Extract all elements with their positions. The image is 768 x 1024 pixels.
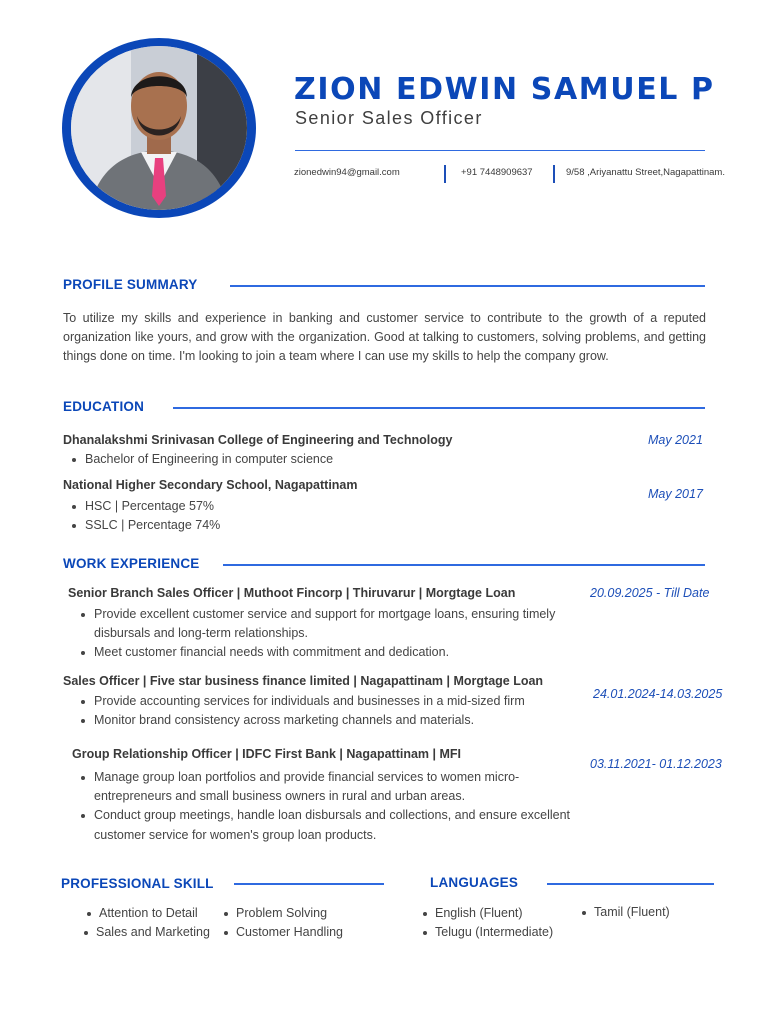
job-date: 20.09.2025 - Till Date — [590, 586, 710, 600]
languages-heading: LANGUAGES — [430, 875, 519, 890]
language-item: Telugu (Intermediate) — [435, 925, 554, 939]
profile-summary-text: To utilize my skills and experience in banking and customer service to contribute to the growth of a reputed organization like yours, and grow with the organization. Good at talking to customers, solving problems, and getting things done on time. I'm looking to join a team where I can use my skills to help the company grow. — [63, 311, 706, 364]
skill-item: Problem Solving — [236, 906, 328, 920]
contact-separator — [553, 165, 555, 183]
section-divider — [234, 883, 384, 885]
education-points — [85, 450, 333, 469]
professional-skill-heading: PROFESSIONAL SKILL — [61, 876, 214, 891]
list-item: Provide accounting services for individuals and businesses in a mid-sized firm — [94, 692, 584, 711]
email-text[interactable]: zionedwin94@gmail.com — [294, 167, 400, 178]
list-item: Manage group loan portfolios and provide financial services to women micro-entrepreneurs and small business owners in rural and urban areas. — [94, 768, 589, 806]
contact-separator — [444, 165, 446, 183]
work-experience-heading: WORK EXPERIENCE — [63, 556, 200, 571]
phone-text[interactable]: +91 7448909637 — [461, 167, 533, 178]
list-item: HSC | Percentage 57% — [85, 497, 220, 516]
header-divider — [295, 150, 705, 151]
education-school: Dhanalakshmi Srinivasan College of Engineering and Technology — [63, 433, 453, 447]
job-points — [94, 768, 589, 845]
section-divider — [223, 564, 705, 566]
candidate-name: ZION EDWIN SAMUEL P — [294, 72, 715, 107]
job-points — [94, 605, 584, 663]
section-divider — [230, 285, 705, 287]
skill-item: Sales and Marketing — [96, 925, 210, 939]
list-item: Bachelor of Engineering in computer science — [85, 450, 333, 469]
skill-item: Attention to Detail — [99, 906, 198, 920]
avatar — [71, 46, 247, 210]
job-date: 24.01.2024-14.03.2025 — [593, 687, 723, 701]
list-item: Provide excellent customer service and support for mortgage loans, ensuring timely disbursals and long-term relationships. — [94, 605, 584, 643]
skill-item: Customer Handling — [236, 925, 343, 939]
profile-summary-heading: PROFILE SUMMARY — [63, 277, 198, 292]
list-item: SSLC | Percentage 74% — [85, 516, 220, 535]
job-points — [94, 692, 584, 730]
section-divider — [547, 883, 714, 885]
job-title: Senior Sales Officer — [295, 108, 483, 128]
language-item: English (Fluent) — [435, 906, 523, 920]
education-school: National Higher Secondary School, Nagapattinam — [63, 478, 358, 492]
job-title-line: Group Relationship Officer | IDFC First Bank | Nagapattinam | MFI — [72, 747, 462, 761]
education-date: May 2021 — [648, 433, 703, 447]
language-item: Tamil (Fluent) — [594, 905, 670, 919]
section-divider — [173, 407, 705, 409]
list-item: Conduct group meetings, handle loan disbursals and collections, and ensure excellent customer service for women's group loan products. — [94, 806, 589, 844]
education-date: May 2017 — [648, 487, 703, 501]
job-title-line: Senior Branch Sales Officer | Muthoot Fincorp | Thiruvarur | Morgtage Loan — [68, 586, 516, 600]
education-points — [85, 497, 220, 535]
job-title-line: Sales Officer | Five star business finance limited | Nagapattinam | Morgtage Loan — [63, 674, 544, 688]
address-text: 9/58 ,Ariyanattu Street,Nagapattinam. — [566, 167, 725, 178]
education-heading: EDUCATION — [63, 399, 145, 414]
job-date: 03.11.2021- 01.12.2023 — [590, 757, 722, 771]
list-item: Meet customer financial needs with commitment and dedication. — [94, 643, 584, 662]
list-item: Monitor brand consistency across marketing channels and materials. — [94, 711, 584, 730]
profile-photo — [71, 46, 247, 210]
